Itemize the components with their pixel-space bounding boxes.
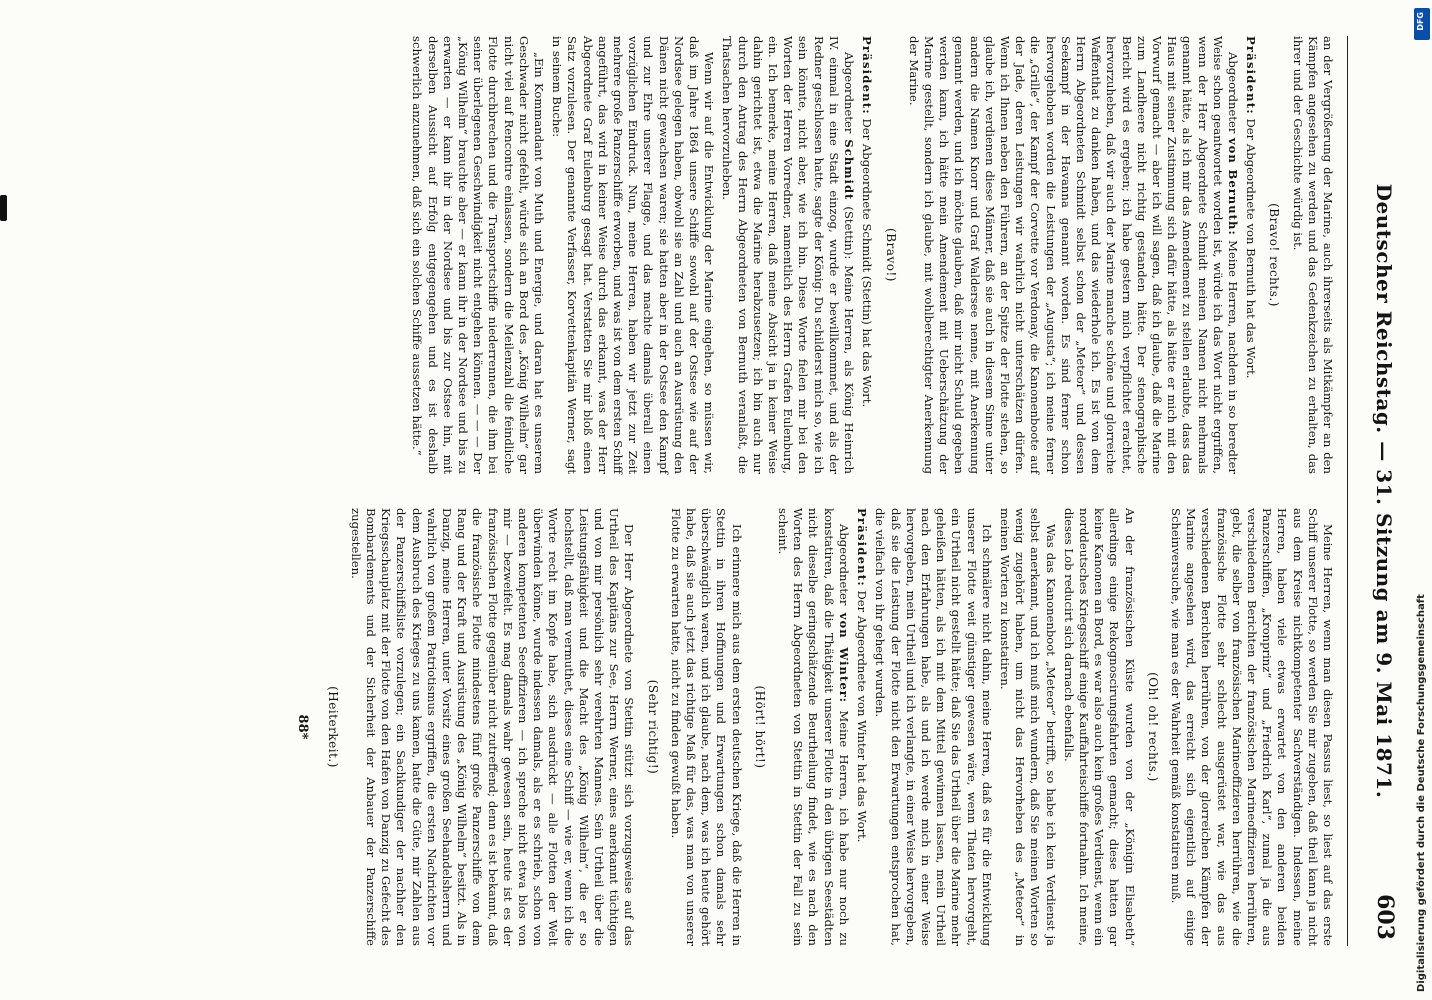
body-paragraph [348,508,637,946]
running-head [1347,36,1404,946]
body-paragraph [872,508,994,946]
text-columns [295,36,1347,946]
president-statement [854,508,869,946]
body-paragraph [1289,36,1335,474]
paragraph-text: an der Vergrößerung der Marine, auch ihrerseits als Mitkämpfer an den Kämpfen angesehen zu werden und das Gedenkzeichen zu erhalten, das ihrer und der Geschichte würdig ist. [1290,36,1335,474]
paragraph-text: (Stettin): Meine Herren, als König Heinrich IV. einmal in eine Stadt einzog, wurde er bewillkommnet, und als der Redner geschlossen hatte, sagte der König: Du schilderst mich so, wie ich sein könnte, nicht aber, wie ich bin. Diese Worte fielen mir bei den Worten der Herren Vorredner, namentlich des Herrn Grafen Eulenburg, ein. Ich bemerke, meine Herren, daß meine Absicht ja in keiner Weise dahin gerichtet ist, etwa die Marine herabzusetzen; ich bin auch nur durch den Antrag des Herrn Abgeordneten von Bernuth veranlaßt, die Thatsachen hervorzuheben. [720,36,857,474]
paragraph-text: Meine Herren, wenn man diesen Passus liest, so liest auf das erste Schiff unserer Flotte, so werden Sie mir zugeben, daß theil kann ja nicht aus dem Kreise nichtkompetenter Sachverständigen. Indessen, meine Herren, haben viele etwas erwartet von den anderen beiden Panzerschiffen, „Kronprinz“ und „Friedrich Karl“, zumal ja die aus verschiedenen Berichten der französischen Marineoffizieren herrühren, gebt, die selber von französischen Marineoffizieren herrühren, wie die französische Flotte sehr schlecht ausgerüstet war, wie das aus verschiedenen Berichten herrühren, von der glorreichen Kämpfen der Marine angesehen wird, das erreicht sich eigentlich auf einige Scheinversuche, wie man es der Wahrheit gemäß konstatiren muß. [1168,508,1335,946]
body-paragraph [997,508,1058,946]
body-paragraph [1061,508,1137,946]
stage-direction: (Bravo!) [883,228,898,282]
speaker-name: Schmidt [842,139,857,201]
speaker-title: Abgeordneter [836,524,851,606]
president-statement [1243,36,1258,474]
paragraph-text: Meine Herren, nachdem in so beredter Weise schon geantwortet worden ist, würde ich das Wort nicht ergriffen, wenn der Herr Abgeordnete Schmidt meinen Namen nicht mehrmals genannt hätte, als ich mir das Amendement zu stellen erlaubte, dass das Haus mit seiner Zustimmung sich dafür hätte, als hätte er mich mit den Vorwurf gemacht — aber ich will sagen, daß ich glaube, daß die Marine zum Landheere nicht richtig gestanden hätte. Der stenographische Bericht wird es ergeben; ich habe gestern mich verpflichtet erachtet, hervorzuheben, daß wir auch der Marine manche schöne und glorreiche Waffenthat zu danken haben, und das wiederhole ich. Es ist von dem Herrn Abgeordneten Schmidt selbst schon der „Meteor“ und dessen Seekampf in der Havanna genannt worden. Es sind ferner schon hervorgehoben worden die Leistungen der „Augusta“; ich meine ferner die „Grille“, der Kampf der Corvette vor Verdonay, die Kanonenboote auf der Jade, deren Leistungen wir wahrlich nicht unterschätzen dürfen. Wenn ich Ihnen neben den Führern, an der Spitze der Flotte stehen, so glaube ich, verdienen diese Männer, daß sie auch in diesem Sinne unter andern die Namen Knorr und Graf Waldersee nenne, mit Anerkennung genannt werden, und ich möchte glauben, daß mir nicht Schuld gegeben werden kann, ich hätte mein Amendement mit Ueberschätzung der Marine gestellt, sondern ich glaube, mit wohlberechtigter Anerkennung der Marine. [906,36,1240,474]
stage-direction: (Bravo! rechts.) [1267,203,1282,307]
stage-direction: (Hört! hört!) [752,685,767,769]
body-paragraph [549,36,716,474]
paragraph-text: An der französischen Küste wurden von der „Königin Elisabeth“ allerdings einige Rekognoscirungsfahrten gemacht; diese hatten gar keine Kanonen an Bord, es war also auch kein großes Verdienst, wenn ein norddeutsches Kriegsschiff einige Kauffahrteischiffe fortnahm. Ich meine, dieses Lob reducirt sich darnach ebenfalls. [1061,508,1137,946]
speaker-name: von Bernuth: [1225,137,1240,236]
page-number: 603 [1372,894,1398,940]
paragraph-text: Der Herr Abgeordnete von Stettin stützt sich vorzugsweise auf das Urtheil des Kapitäns zur See, Herrn Werner, eines anerkannt tüchtigen und von mir persönlich sehr verehrten Mannes. Sein Urtheil über die Leistungsfähigkeit und die Macht des „König Wilhelm“, die er so hochstellt, daß man vermuthet, dieses eine Schiff — wie er, wenn ich die Worte recht im Kopfe habe, sich ausdrückt — alle Flotten der Welt überwinden könne, wurde indessen damals, als er es schrieb, schon von anderen kompetenten Seeoffizieren — ich spreche nicht etwa blos von mir — bezweifelt. Es mag damals wahr gewesen sein, heute ist es der französischen Flotte gegenüber nicht zutreffend; denn es ist bekannt, daß die französische Flotte mindestens fünf große Panzerschiffe von dem Rang und der Kraft und Ausrüstung des „König Wilhelm“ besitzt. Als in Danzig, meine Herren, unter Vorsitz eines großen Seehandelsherrn und wahrlich von großem Patriotismus ergriffen, die ersten Nachrichten vor dem Ausbruch des Krieges zu uns kamen, hatte die Güte, mir Zahlen aus der Panzerschiffsliste vorzulegen; ein Sachkundiger der nachher den Kriegsschauplatz mit der Flotte von den Hafen von Danzig zu Gefecht des Bombardements und der Sicherheit der Anbauer der Panzerschiffe zugestellen. [348,508,637,946]
dfg-logo [1414,8,1430,40]
dfg-credit-line: Digitalisierung gefördert durch die Deutsche Forschungsgemeinschaft [1416,594,1427,992]
speaker-label: Präsident: [860,36,875,115]
stage-direction: (Sehr richtig!) [645,679,660,775]
body-paragraph [775,508,851,946]
paragraph-text: Wenn wir auf die Entwicklung der Marine eingehen, so müssen wir, daß im Jahre 1864 unsere Schiffe sowohl auf der Ostsee wie auf der Nordsee gelegen haben, obwohl sie an Zahl und auch an Ausrüstung den Dänen nicht gewachsen waren; sie hatten aber in der Ostsee den Kampf und zur Ehre unserer Flagge, und das machte damals überall einen vorzüglichen Eindruck. Nun, meine Herren, haben wir jetzt zur Zeit mehrere große Panzerschiffe erworben, und was ist von dem ersten Schiff angeführt, das wird in keiner Weise durch das erkannt, was der Herr Abgeordnete Graf Eulenburg gesagt hat. Verstatten Sie mir bloß einen Satz vorzulesen. Der genannte Verfasser, Korvettenkapitän Werner, sagt in seinem Buche: [550,36,717,474]
speaker-name: von Winter: [836,612,851,704]
dfg-logo-text: DFG [1416,12,1425,31]
paragraph-text: Was das Kanonenboot „Meteor“ betrifft, so habe ich kein Verdienst ja selbst anerkannt, und ich muß mich wundern, daß Sie meinen Worten so wenig zugehört haben, um nicht das Hervorheben des „Meteor“ in meinen Worten zu konstatiren. [997,508,1058,946]
speaker-title: Abgeordneter [842,52,857,134]
paragraph-text: „Ein Kommandant von Muth und Energie, und daran hat es unserem Geschwader nicht gefehlt, würde sich an Bord des „König Wilhelm“ gar nicht viel auf Rencontre einlassen, sondern die Meilenzahl die feindliche Flotte durchbrechen und die Transportschiffe niederrennen, die ihm bei seiner überlegenen Geschwindigkeit nicht entgehen können. — — — Der „König Wilhelm“ brauchte aber — er kann ihr in der Nordsee und bis zu erwarten — er kann ihr in der Nordsee und bis zur Ostsee hin, mit derselben Aussicht auf Erfolg entgegengehen und es ist deshalb schwerlich anzunehmen, daß sich ein solchen Schiffe aussetzen hätte.“ [410,36,547,474]
speaker-label: Präsident: [1244,36,1259,115]
paragraph-text: Ich schmälere nicht dahin, meine Herren, daß es für die Entwicklung unserer Flotte weit günstiger gewesen wäre, wenn Thaten hervorgeht, ein Urtheil nicht gestellt hätte; daß Sie das Urtheil über die Marine mehr geheißen hätten, als ich mit dem Mittel gewinnen lassen, mein Urtheil nach den Erfahrungen habe, als und ich werde mich in einer Weise hervorgeben, mein Urtheil und ich verlangte, in einer Weise hervorgeben, daß sie die Leistung der Flotte nicht den Erwartungen entsprochen hat, die vielfach von ihr gehegt wurden. [873,508,994,946]
speaker-label: Präsident: [855,508,870,587]
body-paragraph [668,508,744,946]
speaker-title: Abgeordneter [1225,52,1240,134]
president-statement [859,36,874,474]
body-paragraph [906,36,1240,474]
statement-text: Der Abgeordnete von Bernuth hat das Wort. [1244,118,1259,379]
body-paragraph [719,36,856,474]
statement-text: Der Abgeordnete von Winter hat das Wort. [855,590,870,843]
stage-direction: (Oh! oh! rechts.) [1145,672,1160,782]
right-column [295,508,1335,946]
body-paragraph [409,36,546,474]
rotated-page [16,6,1416,976]
stage-direction: (Heiterkeit.) [325,686,340,768]
statement-text: Der Abgeordnete Schmidt (Stettin) hat das Wort. [860,118,875,408]
left-column [295,36,1335,474]
running-head-title: Deutscher Reichstag. — 31. Sitzung am 9. Mai 1871. [1372,183,1396,799]
body-paragraph [1168,508,1335,946]
binding-mark [0,195,7,221]
signature-mark: 88* [295,714,311,740]
paragraph-text: Ich erinnere mich aus dem ersten deutschen Kriege, daß die Herren in Stettin in ihren Hoffnungen und Erwartungen schon damals sehr überschwänglich waren, und ich glaube, nach dem, was ich heute gehört habe, daß sie auch jetzt das richtige Maß für das, was man von unserer Flotte zu erwarten hatte, nicht zu finden gewußt haben. [668,508,744,946]
paragraph-text: Meine Herren, ich habe nur noch zu konstatiren, daß die Thätigkeit unserer Flotte in den übrigen Seestädten nicht dieselbe geringschätzende Beurtheilung findet, wie es nach den Worten des Herrn Abgeordneten von Stettin in Stettin der Fall zu sein scheint. [776,508,851,946]
